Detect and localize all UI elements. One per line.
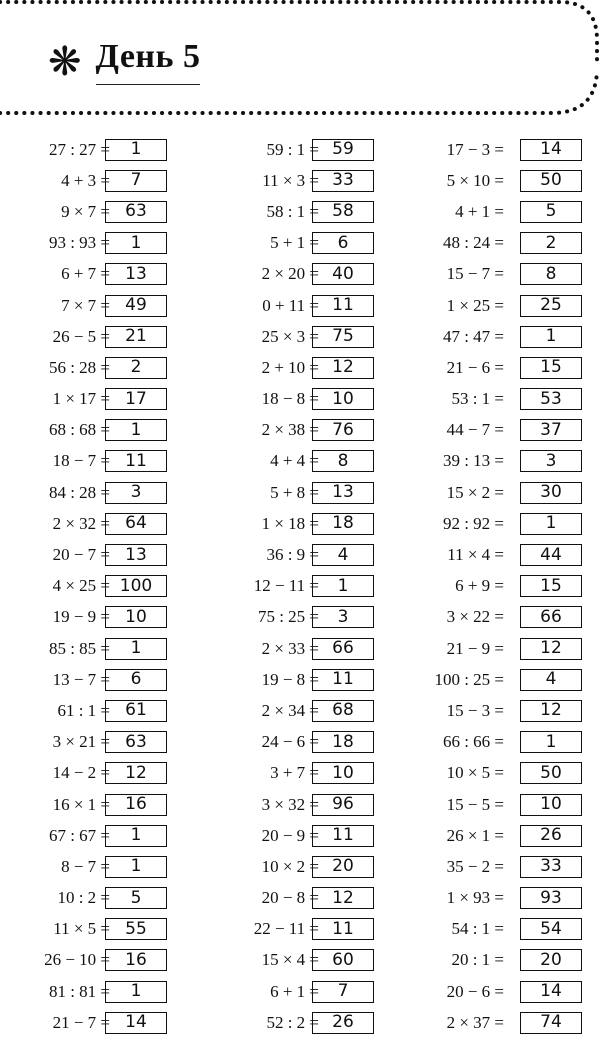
answer-box[interactable]: 37 [520, 419, 582, 441]
exercise-column-3 [414, 134, 600, 1038]
exercise-row [207, 695, 414, 726]
exercise-row [414, 508, 600, 539]
exercise-expression: 24 − 6 = [261, 732, 319, 752]
exercise-expression: 8 − 7 = [61, 856, 110, 876]
exercise-row [414, 883, 600, 914]
exercise-expression: 2 × 34 = [261, 700, 319, 720]
exercise-expression: 2 × 38 = [261, 420, 319, 440]
exercise-expression: 22 − 11 = [253, 919, 319, 939]
exercise-expression: 58 : 1 = [266, 201, 319, 221]
answer-box[interactable]: 49 [105, 295, 167, 317]
exercise-row [0, 259, 207, 290]
exercise-row [414, 571, 600, 602]
exercise-row [207, 259, 414, 290]
answer-box[interactable]: 2 [520, 232, 582, 254]
exercise-row [0, 321, 207, 352]
exercise-row [207, 633, 414, 664]
exercise-row [207, 820, 414, 851]
exercise-row [207, 290, 414, 321]
exercise-expression: 75 : 25 = [257, 607, 319, 627]
answer-box[interactable]: 12 [520, 638, 582, 660]
exercise-expression: 47 : 47 = [442, 326, 504, 346]
answer-box[interactable]: 50 [520, 762, 582, 784]
exercise-expression: 20 − 6 = [446, 981, 504, 1001]
exercise-expression: 12 − 11 = [253, 576, 319, 596]
exercise-row [0, 727, 207, 758]
exercise-row [414, 134, 600, 165]
exercise-expression: 52 : 2 = [266, 1012, 319, 1032]
exercise-row [414, 1007, 600, 1038]
answer-box[interactable]: 68 [312, 700, 374, 722]
answer-box[interactable]: 14 [105, 1012, 167, 1034]
answer-box[interactable]: 33 [520, 856, 582, 878]
exercise-row [207, 914, 414, 945]
exercise-row [207, 539, 414, 570]
answer-box[interactable]: 50 [520, 170, 582, 192]
exercise-grid [0, 134, 600, 1038]
answer-box[interactable]: 6 [312, 232, 374, 254]
exercise-expression: 11 × 5 = [53, 919, 110, 939]
exercise-expression: 36 : 9 = [266, 545, 319, 565]
answer-box[interactable]: 64 [105, 513, 167, 535]
exercise-expression: 15 × 4 = [261, 950, 319, 970]
asterisk-ornament-icon: ❋ [48, 39, 82, 85]
exercise-expression: 3 + 7 = [270, 763, 319, 783]
exercise-expression: 3 × 21 = [52, 732, 110, 752]
answer-box[interactable]: 74 [520, 1012, 582, 1034]
exercise-expression: 21 − 9 = [446, 638, 504, 658]
exercise-row [0, 945, 207, 976]
exercise-row [207, 384, 414, 415]
answer-box[interactable]: 1 [520, 513, 582, 535]
answer-box[interactable]: 63 [105, 731, 167, 753]
exercise-expression: 7 × 7 = [61, 295, 110, 315]
exercise-expression: 61 : 1 = [57, 700, 110, 720]
answer-box[interactable]: 14 [520, 981, 582, 1003]
exercise-expression: 1 × 17 = [52, 389, 110, 409]
exercise-row [414, 228, 600, 259]
exercise-expression: 59 : 1 = [266, 139, 319, 159]
answer-box[interactable]: 26 [312, 1012, 374, 1034]
exercise-expression: 4 + 1 = [455, 201, 504, 221]
exercise-row [0, 976, 207, 1007]
exercise-row [414, 758, 600, 789]
answer-box[interactable]: 66 [520, 606, 582, 628]
exercise-expression: 84 : 28 = [48, 482, 110, 502]
answer-box[interactable]: 7 [312, 981, 374, 1003]
answer-box[interactable]: 13 [105, 544, 167, 566]
answer-box[interactable]: 10 [520, 794, 582, 816]
exercise-expression: 16 × 1 = [52, 794, 110, 814]
answer-box[interactable]: 1 [105, 419, 167, 441]
exercise-expression: 2 × 32 = [52, 513, 110, 533]
exercise-row [0, 602, 207, 633]
answer-box[interactable]: 20 [520, 949, 582, 971]
exercise-expression: 2 × 20 = [261, 264, 319, 284]
exercise-row [414, 446, 600, 477]
answer-box[interactable]: 30 [520, 482, 582, 504]
exercise-row [207, 727, 414, 758]
answer-box[interactable]: 63 [105, 201, 167, 223]
exercise-row [207, 758, 414, 789]
exercise-expression: 10 × 2 = [261, 856, 319, 876]
answer-box[interactable]: 10 [105, 606, 167, 628]
exercise-row [0, 446, 207, 477]
exercise-expression: 27 : 27 = [48, 139, 110, 159]
answer-box[interactable]: 11 [312, 295, 374, 317]
answer-box[interactable]: 1 [312, 575, 374, 597]
answer-box[interactable]: 11 [105, 450, 167, 472]
exercise-expression: 92 : 92 = [442, 513, 504, 533]
exercise-row [207, 165, 414, 196]
exercise-expression: 1 × 18 = [261, 513, 319, 533]
exercise-row [0, 415, 207, 446]
exercise-row [414, 352, 600, 383]
exercise-expression: 85 : 85 = [48, 638, 110, 658]
exercise-row [207, 1007, 414, 1038]
exercise-row [207, 196, 414, 227]
exercise-row [414, 851, 600, 882]
answer-box[interactable]: 25 [520, 295, 582, 317]
answer-box[interactable]: 4 [520, 669, 582, 691]
exercise-expression: 5 + 8 = [270, 482, 319, 502]
exercise-row [207, 664, 414, 695]
exercise-row [414, 384, 600, 415]
exercise-row [414, 976, 600, 1007]
exercise-expression: 93 : 93 = [48, 233, 110, 253]
exercise-expression: 3 × 32 = [261, 794, 319, 814]
exercise-expression: 100 : 25 = [434, 669, 504, 689]
exercise-expression: 6 + 1 = [270, 981, 319, 1001]
exercise-expression: 26 × 1 = [446, 825, 504, 845]
answer-box[interactable]: 1 [105, 232, 167, 254]
exercise-row [414, 727, 600, 758]
exercise-expression: 2 + 10 = [261, 357, 319, 377]
answer-box[interactable]: 5 [520, 201, 582, 223]
exercise-row [207, 976, 414, 1007]
exercise-row [0, 571, 207, 602]
exercise-row [414, 477, 600, 508]
exercise-row [0, 196, 207, 227]
answer-box[interactable]: 59 [312, 139, 374, 161]
exercise-expression: 14 − 2 = [52, 763, 110, 783]
answer-box[interactable]: 26 [520, 825, 582, 847]
answer-box[interactable]: 96 [312, 794, 374, 816]
exercise-row [0, 695, 207, 726]
answer-box[interactable]: 5 [105, 887, 167, 909]
exercise-row [414, 945, 600, 976]
exercise-row [414, 415, 600, 446]
answer-box[interactable]: 18 [312, 731, 374, 753]
exercise-expression: 56 : 28 = [48, 357, 110, 377]
exercise-row [414, 165, 600, 196]
exercise-expression: 3 × 22 = [446, 607, 504, 627]
answer-box[interactable]: 12 [520, 700, 582, 722]
exercise-expression: 19 − 9 = [52, 607, 110, 627]
exercise-row [414, 321, 600, 352]
exercise-row [0, 789, 207, 820]
exercise-row [0, 134, 207, 165]
answer-box[interactable]: 3 [520, 450, 582, 472]
answer-box[interactable]: 12 [312, 887, 374, 909]
answer-box[interactable]: 2 [105, 357, 167, 379]
answer-box[interactable]: 4 [312, 544, 374, 566]
answer-box[interactable]: 10 [312, 388, 374, 410]
answer-box[interactable]: 12 [105, 762, 167, 784]
exercise-row [0, 1007, 207, 1038]
exercise-row [414, 633, 600, 664]
exercise-row [207, 789, 414, 820]
answer-box[interactable]: 15 [520, 575, 582, 597]
exercise-row [0, 384, 207, 415]
title-text: День 5 [96, 40, 201, 85]
exercise-expression: 10 : 2 = [57, 888, 110, 908]
exercise-expression: 19 − 8 = [261, 669, 319, 689]
answer-box[interactable]: 44 [520, 544, 582, 566]
exercise-expression: 0 + 11 = [262, 295, 319, 315]
exercise-row [207, 415, 414, 446]
answer-box[interactable]: 21 [105, 326, 167, 348]
exercise-expression: 66 : 66 = [442, 732, 504, 752]
exercise-row [414, 695, 600, 726]
exercise-row [0, 664, 207, 695]
exercise-expression: 11 × 3 = [262, 170, 319, 190]
exercise-row [414, 664, 600, 695]
exercise-row [414, 259, 600, 290]
exercise-expression: 13 − 7 = [52, 669, 110, 689]
exercise-expression: 44 − 7 = [446, 420, 504, 440]
exercise-row [0, 851, 207, 882]
exercise-expression: 18 − 8 = [261, 389, 319, 409]
answer-box[interactable]: 1 [520, 731, 582, 753]
exercise-expression: 21 − 7 = [52, 1012, 110, 1032]
answer-box[interactable]: 66 [312, 638, 374, 660]
answer-box[interactable]: 10 [312, 762, 374, 784]
exercise-expression: 53 : 1 = [451, 389, 504, 409]
exercise-row [207, 134, 414, 165]
answer-box[interactable]: 60 [312, 949, 374, 971]
exercise-expression: 81 : 81 = [48, 981, 110, 1001]
exercise-expression: 10 × 5 = [446, 763, 504, 783]
exercise-row [414, 196, 600, 227]
exercise-row [0, 820, 207, 851]
answer-box[interactable]: 1 [105, 638, 167, 660]
exercise-expression: 1 × 93 = [446, 888, 504, 908]
exercise-row [207, 352, 414, 383]
answer-box[interactable]: 93 [520, 887, 582, 909]
answer-box[interactable]: 1 [105, 981, 167, 1003]
exercise-row [0, 508, 207, 539]
exercise-expression: 11 × 4 = [447, 545, 504, 565]
exercise-expression: 20 − 7 = [52, 545, 110, 565]
exercise-expression: 20 : 1 = [451, 950, 504, 970]
exercise-expression: 1 × 25 = [446, 295, 504, 315]
answer-box[interactable]: 1 [105, 139, 167, 161]
answer-box[interactable]: 15 [520, 357, 582, 379]
answer-box[interactable]: 13 [312, 482, 374, 504]
exercise-expression: 26 − 5 = [52, 326, 110, 346]
exercise-row [207, 446, 414, 477]
answer-box[interactable]: 11 [312, 669, 374, 691]
answer-box[interactable]: 100 [105, 575, 167, 597]
exercise-expression: 6 + 9 = [455, 576, 504, 596]
exercise-expression: 4 + 4 = [270, 451, 319, 471]
exercise-expression: 20 − 8 = [261, 888, 319, 908]
exercise-expression: 26 − 10 = [44, 950, 110, 970]
exercise-expression: 20 − 9 = [261, 825, 319, 845]
exercise-row [0, 352, 207, 383]
exercise-column-2 [207, 134, 414, 1038]
answer-box[interactable]: 1 [105, 825, 167, 847]
answer-box[interactable]: 3 [312, 606, 374, 628]
answer-box[interactable]: 11 [312, 825, 374, 847]
answer-box[interactable]: 11 [312, 918, 374, 940]
exercise-row [0, 290, 207, 321]
exercise-expression: 15 − 7 = [446, 264, 504, 284]
exercise-expression: 5 + 1 = [270, 233, 319, 253]
answer-box[interactable]: 14 [520, 139, 582, 161]
exercise-expression: 15 × 2 = [446, 482, 504, 502]
answer-box[interactable]: 61 [105, 700, 167, 722]
answer-box[interactable]: 7 [105, 170, 167, 192]
exercise-expression: 68 : 68 = [48, 420, 110, 440]
answer-box[interactable]: 17 [105, 388, 167, 410]
answer-box[interactable]: 18 [312, 513, 374, 535]
exercise-row [0, 539, 207, 570]
answer-box[interactable]: 12 [312, 357, 374, 379]
exercise-expression: 35 − 2 = [446, 856, 504, 876]
exercise-expression: 2 × 33 = [261, 638, 319, 658]
exercise-row [414, 789, 600, 820]
answer-box[interactable]: 76 [312, 419, 374, 441]
exercise-expression: 4 × 25 = [52, 576, 110, 596]
exercise-row [207, 883, 414, 914]
exercise-row [207, 508, 414, 539]
exercise-expression: 5 × 10 = [446, 170, 504, 190]
answer-box[interactable]: 58 [312, 201, 374, 223]
exercise-row [207, 571, 414, 602]
answer-box[interactable]: 40 [312, 263, 374, 285]
answer-box[interactable]: 16 [105, 794, 167, 816]
exercise-row [0, 914, 207, 945]
exercise-expression: 2 × 37 = [446, 1012, 504, 1032]
exercise-row [207, 477, 414, 508]
exercise-expression: 21 − 6 = [446, 357, 504, 377]
answer-box[interactable]: 55 [105, 918, 167, 940]
answer-box[interactable]: 53 [520, 388, 582, 410]
exercise-row [414, 290, 600, 321]
exercise-expression: 48 : 24 = [442, 233, 504, 253]
answer-box[interactable]: 75 [312, 326, 374, 348]
exercise-row [207, 851, 414, 882]
answer-box[interactable]: 33 [312, 170, 374, 192]
exercise-row [414, 914, 600, 945]
exercise-expression: 67 : 67 = [48, 825, 110, 845]
exercise-row [0, 228, 207, 259]
answer-box[interactable]: 6 [105, 669, 167, 691]
exercise-row [0, 758, 207, 789]
exercise-column-1 [0, 134, 207, 1038]
exercise-expression: 18 − 7 = [52, 451, 110, 471]
exercise-expression: 4 + 3 = [61, 170, 110, 190]
answer-box[interactable]: 8 [312, 450, 374, 472]
exercise-row [414, 539, 600, 570]
answer-box[interactable]: 54 [520, 918, 582, 940]
exercise-row [207, 602, 414, 633]
exercise-expression: 17 − 3 = [446, 139, 504, 159]
exercise-row [0, 883, 207, 914]
exercise-row [0, 165, 207, 196]
header [0, 0, 600, 118]
answer-box[interactable]: 16 [105, 949, 167, 971]
exercise-row [0, 633, 207, 664]
exercise-expression: 25 × 3 = [261, 326, 319, 346]
exercise-row [207, 228, 414, 259]
exercise-expression: 15 − 5 = [446, 794, 504, 814]
exercise-row [414, 820, 600, 851]
answer-box[interactable]: 20 [312, 856, 374, 878]
answer-box[interactable]: 3 [105, 482, 167, 504]
answer-box[interactable]: 1 [105, 856, 167, 878]
page-title [48, 34, 200, 90]
exercise-expression: 39 : 13 = [442, 451, 504, 471]
answer-box[interactable]: 13 [105, 263, 167, 285]
exercise-expression: 54 : 1 = [451, 919, 504, 939]
exercise-row [0, 477, 207, 508]
exercise-expression: 9 × 7 = [61, 201, 110, 221]
answer-box[interactable]: 1 [520, 326, 582, 348]
answer-box[interactable]: 8 [520, 263, 582, 285]
exercise-expression: 15 − 3 = [446, 700, 504, 720]
exercise-row [207, 945, 414, 976]
exercise-row [414, 602, 600, 633]
exercise-row [207, 321, 414, 352]
exercise-expression: 6 + 7 = [61, 264, 110, 284]
